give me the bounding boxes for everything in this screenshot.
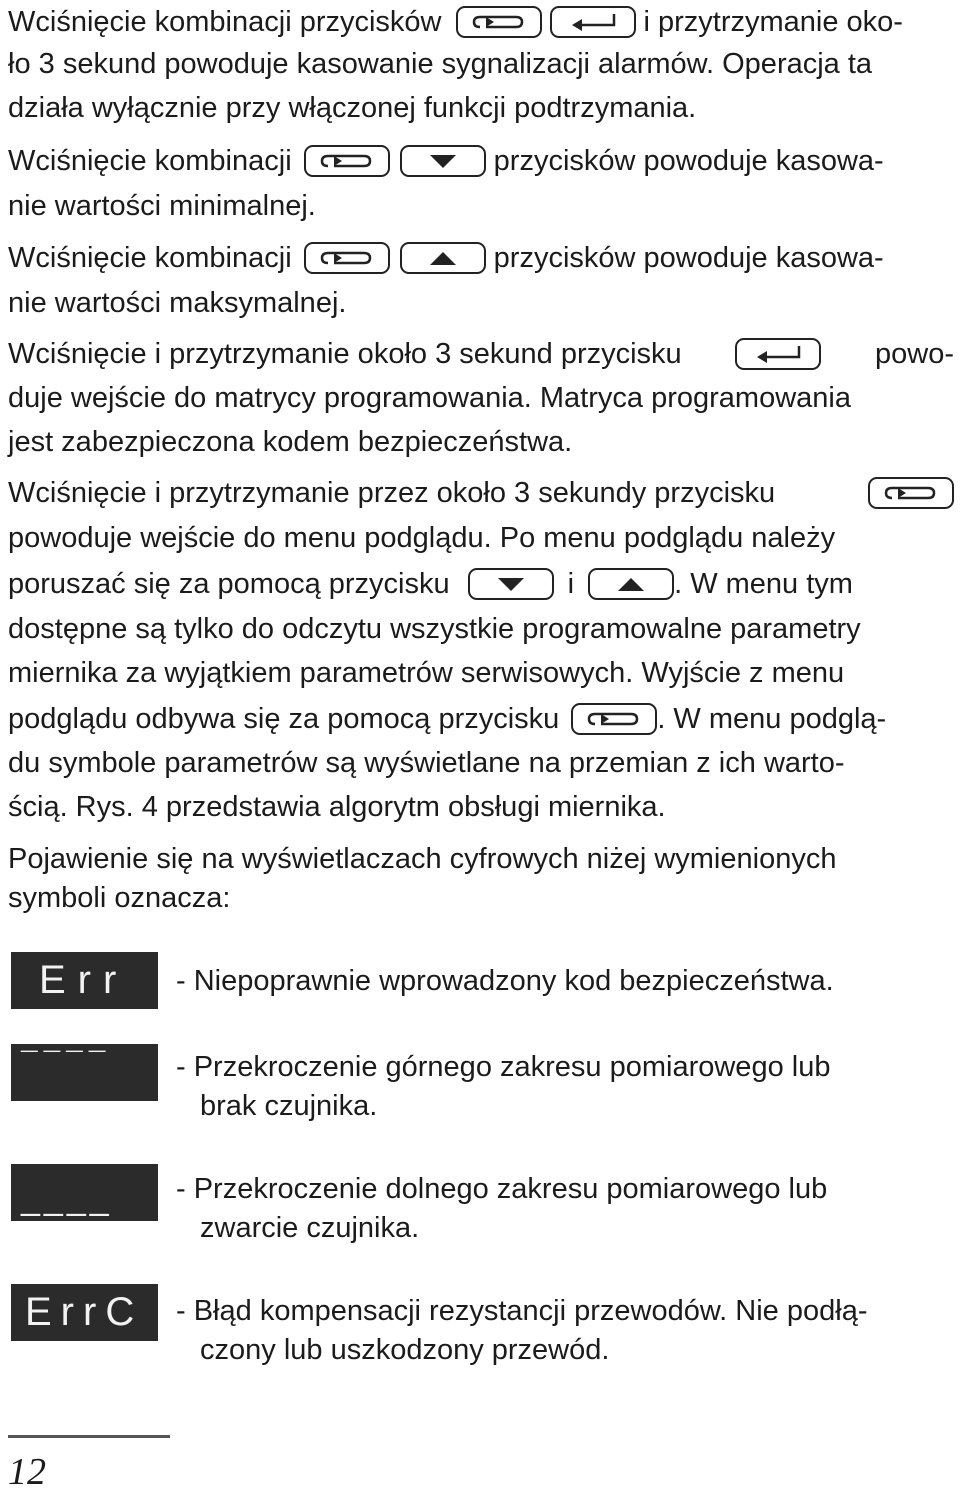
text-line: symboli oznacza: bbox=[8, 882, 231, 914]
symbol-description: - Przekroczenie górnego zakresu pomiarowego lub brak czujnika. bbox=[176, 1051, 831, 1122]
text-line: dostępne są tylko do odczytu wszystkie programowalne parametry bbox=[8, 613, 861, 645]
up-arrow-key-icon bbox=[400, 242, 486, 274]
enter-key-icon bbox=[550, 6, 636, 38]
text-line: ścią. Rys. 4 przedstawia algorytm obsługi miernika. bbox=[8, 791, 666, 823]
up-arrow-key-icon bbox=[588, 568, 674, 600]
text-line: Pojawienie się na wyświetlaczach cyfrowych niżej wymienionych bbox=[8, 843, 837, 875]
text-line: Wciśnięcie i przytrzymanie przez około 3 sekundy przycisku bbox=[8, 471, 954, 515]
return-key-icon bbox=[304, 242, 390, 274]
return-key-icon bbox=[868, 477, 954, 509]
text-line: jest zabezpieczona kodem bezpieczeństwa. bbox=[8, 426, 573, 458]
symbol-description: - Niepoprawnie wprowadzony kod bezpieczeństwa. bbox=[176, 965, 834, 997]
text-line: podglądu odbywa się za pomocą przycisku . W menu podglą- bbox=[8, 703, 887, 735]
down-arrow-key-icon bbox=[400, 145, 486, 177]
display-symbol-overrange: ¯¯¯¯ bbox=[11, 1044, 158, 1101]
text-line: Wciśnięcie kombinacji przycisków powoduje kasowa- bbox=[8, 242, 884, 274]
display-symbol-errc: ErrC bbox=[11, 1284, 158, 1341]
text-line: powoduje wejście do menu podglądu. Po menu podglądu należy bbox=[8, 522, 836, 554]
text-line: działa wyłącznie przy włączonej funkcji podtrzymania. bbox=[8, 92, 697, 124]
text-line: miernika za wyjątkiem parametrów serwisowych. Wyjście z menu bbox=[8, 657, 845, 689]
footer-rule bbox=[8, 1435, 170, 1438]
text-line: Wciśnięcie i przytrzymanie około 3 sekund przycisku powo- bbox=[8, 338, 954, 370]
display-symbol-err: Err bbox=[11, 952, 158, 1009]
text-line: Wciśnięcie kombinacji przycisków i przytrzymanie oko- bbox=[8, 6, 903, 38]
return-key-icon bbox=[571, 703, 657, 735]
down-arrow-key-icon bbox=[468, 568, 554, 600]
symbol-description: - Błąd kompensacji rezystancji przewodów. Nie podłą- czony lub uszkodzony przewód. bbox=[176, 1295, 868, 1366]
display-symbol-underrange: ____ bbox=[11, 1164, 158, 1221]
text-line: nie wartości maksymalnej. bbox=[8, 287, 347, 319]
text-line: duje wejście do matrycy programowania. Matryca programowania bbox=[8, 382, 851, 414]
text-line: du symbole parametrów są wyświetlane na przemian z ich warto- bbox=[8, 747, 845, 779]
return-key-icon bbox=[304, 145, 390, 177]
symbol-description: - Przekroczenie dolnego zakresu pomiarowego lub zwarcie czujnika. bbox=[176, 1173, 828, 1244]
text-line: ło 3 sekund powoduje kasowanie sygnalizacji alarmów. Operacja ta bbox=[8, 48, 873, 80]
enter-key-icon bbox=[735, 338, 821, 370]
page-number: 12 bbox=[8, 1451, 46, 1493]
text-line: poruszać się za pomocą przycisku i . W menu tym bbox=[8, 568, 853, 600]
return-key-icon bbox=[456, 6, 542, 38]
text-line: Wciśnięcie kombinacji przycisków powoduje kasowa- bbox=[8, 145, 884, 177]
text-line: nie wartości minimalnej. bbox=[8, 190, 316, 222]
